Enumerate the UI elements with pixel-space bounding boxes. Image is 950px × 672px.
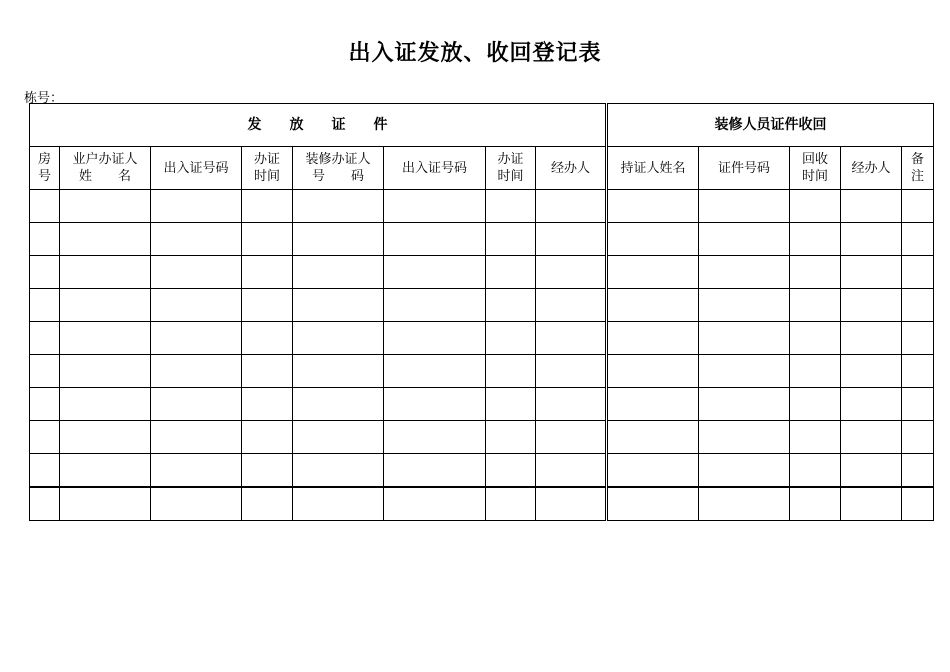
col-owner-name-line2: 姓 名 — [78, 169, 131, 184]
table-cell — [242, 289, 293, 322]
table-cell — [902, 487, 934, 521]
col-decorator-number-line2: 号 码 — [311, 169, 364, 184]
table-cell — [486, 388, 536, 421]
table-cell — [384, 256, 486, 289]
table-cell — [536, 454, 607, 488]
table-cell — [790, 223, 841, 256]
table-cell — [841, 322, 902, 355]
table-cell — [60, 421, 151, 454]
table-cell — [699, 190, 790, 223]
table-cell — [699, 256, 790, 289]
col-recover-time — [790, 147, 841, 190]
table-cell — [242, 454, 293, 488]
table-cell — [902, 223, 934, 256]
table-cell — [242, 322, 293, 355]
col-handler-1: 经办人 — [536, 147, 607, 190]
section-issue-header: 发 放 证 件 — [30, 104, 607, 147]
col-recover-time-line1: 回收 — [801, 152, 828, 167]
table-cell — [293, 256, 384, 289]
table-cell — [699, 355, 790, 388]
table-cell — [293, 454, 384, 488]
table-cell — [841, 190, 902, 223]
column-header-row — [30, 147, 934, 190]
table-row — [30, 454, 934, 488]
table-cell — [607, 487, 699, 521]
table-cell — [607, 322, 699, 355]
building-number-label: 栋号： — [24, 91, 64, 106]
col-remarks-line2: 注 — [911, 169, 925, 184]
table-cell — [607, 421, 699, 454]
table-cell — [30, 388, 60, 421]
section-header-row — [30, 104, 934, 147]
col-issue-time-1-line1: 办证 — [253, 152, 280, 167]
table-cell — [699, 289, 790, 322]
table-cell — [486, 454, 536, 488]
section-recover-header: 装修人员证件收回 — [607, 104, 934, 147]
table-cell — [293, 190, 384, 223]
table-cell — [902, 289, 934, 322]
table-cell — [384, 487, 486, 521]
table-cell — [841, 256, 902, 289]
table-cell — [790, 256, 841, 289]
table-cell — [151, 256, 242, 289]
table-cell — [486, 322, 536, 355]
table-cell — [151, 223, 242, 256]
table-cell — [841, 421, 902, 454]
col-holder-name: 持证人姓名 — [607, 147, 699, 190]
table-cell — [293, 322, 384, 355]
table-cell — [790, 454, 841, 488]
table-row — [30, 421, 934, 454]
table-cell — [60, 388, 151, 421]
table-cell — [60, 322, 151, 355]
table-cell — [242, 421, 293, 454]
table-cell — [384, 223, 486, 256]
table-cell — [151, 355, 242, 388]
col-handler-2: 经办人 — [841, 147, 902, 190]
col-issue-time-2 — [486, 147, 536, 190]
table-row — [30, 190, 934, 223]
table-cell — [902, 388, 934, 421]
table-cell — [30, 355, 60, 388]
table-cell — [486, 190, 536, 223]
table-cell — [293, 355, 384, 388]
table-cell — [607, 223, 699, 256]
table-cell — [293, 421, 384, 454]
table-cell — [841, 355, 902, 388]
table-cell — [486, 421, 536, 454]
table-cell — [242, 223, 293, 256]
table-cell — [902, 322, 934, 355]
table-cell — [30, 289, 60, 322]
table-cell — [841, 487, 902, 521]
table-row — [30, 289, 934, 322]
table-cell — [607, 190, 699, 223]
col-room-number — [30, 147, 60, 190]
table-cell — [607, 289, 699, 322]
col-issue-time-2-line1: 办证 — [497, 152, 524, 167]
table-cell — [902, 256, 934, 289]
col-remarks — [902, 147, 934, 190]
table-row — [30, 388, 934, 421]
table-cell — [790, 289, 841, 322]
table-cell — [699, 421, 790, 454]
table-cell — [536, 322, 607, 355]
table-cell — [151, 487, 242, 521]
table-cell — [151, 289, 242, 322]
table-cell — [384, 454, 486, 488]
table-cell — [841, 289, 902, 322]
table-cell — [699, 223, 790, 256]
table-cell — [486, 256, 536, 289]
table-cell — [242, 487, 293, 521]
col-room-number-line2: 号 — [37, 169, 51, 184]
table-cell — [151, 322, 242, 355]
table-cell — [30, 487, 60, 521]
table-cell — [30, 454, 60, 488]
col-decorator-number — [293, 147, 384, 190]
table-cell — [242, 190, 293, 223]
table-cell — [384, 289, 486, 322]
table-cell — [30, 256, 60, 289]
table-cell — [536, 190, 607, 223]
table-cell — [30, 421, 60, 454]
col-owner-name — [60, 147, 151, 190]
table-row — [30, 322, 934, 355]
table-cell — [60, 487, 151, 521]
registration-table — [29, 103, 934, 521]
table-cell — [151, 421, 242, 454]
table-cell — [841, 454, 902, 488]
col-certificate-number: 证件号码 — [699, 147, 790, 190]
table-cell — [384, 190, 486, 223]
table-cell — [384, 388, 486, 421]
table-cell — [902, 190, 934, 223]
table-cell — [242, 388, 293, 421]
table-cell — [486, 487, 536, 521]
table-cell — [60, 223, 151, 256]
table-cell — [384, 355, 486, 388]
table-cell — [151, 454, 242, 488]
table-cell — [902, 421, 934, 454]
table-cell — [607, 454, 699, 488]
table-cell — [699, 454, 790, 488]
table-cell — [536, 388, 607, 421]
table-cell — [699, 487, 790, 521]
table-cell — [384, 322, 486, 355]
table-cell — [60, 190, 151, 223]
table-cell — [293, 388, 384, 421]
table-cell — [293, 223, 384, 256]
table-cell — [790, 190, 841, 223]
col-remarks-line1: 备 — [911, 152, 925, 167]
page-title: 出入证发放、收回登记表 — [348, 41, 602, 66]
table-cell — [486, 223, 536, 256]
table-cell — [60, 355, 151, 388]
table-cell — [699, 322, 790, 355]
table-cell — [293, 487, 384, 521]
col-owner-name-line1: 业户办证人 — [72, 152, 138, 167]
table-row — [30, 355, 934, 388]
table-row — [30, 256, 934, 289]
col-decorator-number-line1: 装修办证人 — [305, 152, 371, 167]
table-cell — [607, 256, 699, 289]
table-cell — [536, 487, 607, 521]
table-cell — [30, 322, 60, 355]
table-cell — [536, 421, 607, 454]
table-cell — [536, 223, 607, 256]
table-cell — [536, 355, 607, 388]
table-cell — [790, 388, 841, 421]
table-cell — [607, 388, 699, 421]
col-recover-time-line2: 时间 — [801, 169, 828, 184]
table-cell — [30, 190, 60, 223]
col-issue-time-2-line2: 时间 — [497, 169, 524, 184]
table-cell — [536, 256, 607, 289]
col-pass-number-1: 出入证号码 — [151, 147, 242, 190]
table-cell — [841, 223, 902, 256]
table-cell — [384, 421, 486, 454]
table-row — [30, 487, 934, 521]
table-cell — [151, 190, 242, 223]
col-room-number-line1: 房 — [37, 152, 51, 167]
table-cell — [60, 256, 151, 289]
table-row — [30, 223, 934, 256]
table-cell — [902, 355, 934, 388]
table-cell — [30, 223, 60, 256]
table-cell — [790, 322, 841, 355]
table-cell — [790, 421, 841, 454]
table-cell — [607, 355, 699, 388]
table-cell — [60, 454, 151, 488]
table-cell — [60, 289, 151, 322]
table-cell — [151, 388, 242, 421]
table-cell — [242, 256, 293, 289]
col-issue-time-1 — [242, 147, 293, 190]
table-cell — [790, 355, 841, 388]
table-cell — [699, 388, 790, 421]
table-cell — [902, 454, 934, 488]
table-cell — [486, 355, 536, 388]
table-cell — [242, 355, 293, 388]
table-cell — [536, 289, 607, 322]
col-issue-time-1-line2: 时间 — [253, 169, 280, 184]
table-cell — [293, 289, 384, 322]
table-cell — [486, 289, 536, 322]
col-pass-number-2: 出入证号码 — [384, 147, 486, 190]
table-cell — [790, 487, 841, 521]
table-cell — [841, 388, 902, 421]
